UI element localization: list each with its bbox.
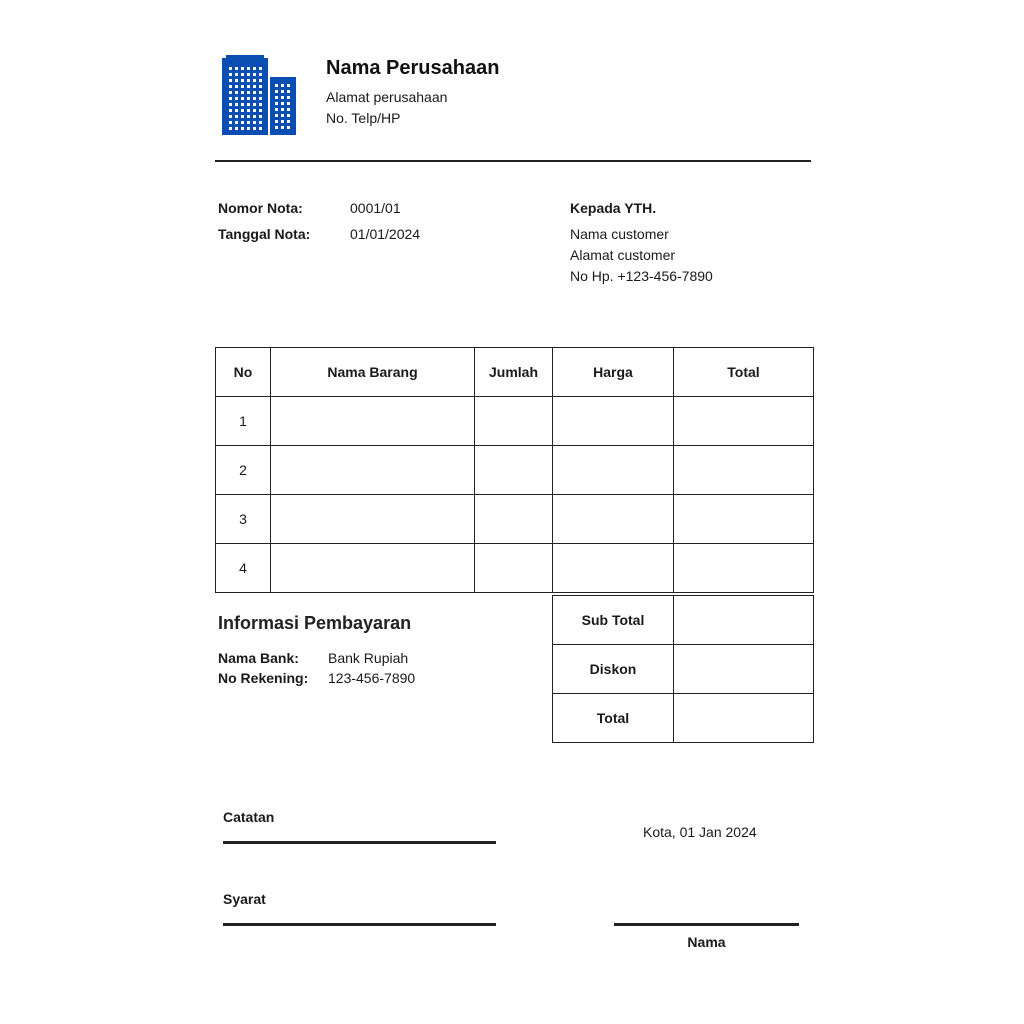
subtotal-value[interactable] [674, 596, 814, 645]
notes-label: Catatan [223, 809, 275, 825]
column-header-quantity: Jumlah [475, 348, 553, 397]
price-cell[interactable] [553, 495, 674, 544]
bank-name-value: Bank Rupiah [328, 650, 409, 666]
column-header-total: Total [674, 348, 814, 397]
recipient-name: Nama customer [570, 226, 669, 242]
table-row [216, 446, 814, 495]
column-header-item-name: Nama Barang [271, 348, 475, 397]
place-date: Kota, 01 Jan 2024 [643, 824, 757, 840]
subtotal-label: Sub Total [553, 596, 674, 645]
price-cell[interactable] [553, 397, 674, 446]
company-address: Alamat perusahaan [326, 89, 448, 105]
invoice-number-value: 0001/01 [350, 200, 401, 216]
header-divider [215, 160, 811, 162]
row-number: 2 [216, 446, 271, 495]
total-cell[interactable] [674, 495, 814, 544]
account-number-value: 123-456-7890 [328, 670, 416, 686]
recipient-title: Kepada YTH. [570, 200, 657, 216]
quantity-cell[interactable] [475, 446, 553, 495]
table-row [216, 495, 814, 544]
row-number: 1 [216, 397, 271, 446]
table-row [216, 544, 814, 593]
total-cell[interactable] [674, 446, 814, 495]
totals-table [552, 595, 814, 743]
item-name-cell[interactable] [271, 544, 475, 593]
account-number-label: No Rekening: [218, 670, 309, 686]
bank-name-label: Nama Bank: [218, 650, 299, 666]
price-cell[interactable] [553, 544, 674, 593]
item-name-cell[interactable] [271, 495, 475, 544]
item-name-cell[interactable] [271, 397, 475, 446]
company-name: Nama Perusahaan [326, 57, 500, 79]
signer-name: Nama [687, 934, 726, 950]
invoice-date-value: 01/01/2024 [350, 226, 421, 242]
quantity-cell[interactable] [475, 544, 553, 593]
row-number: 3 [216, 495, 271, 544]
company-phone: No. Telp/HP [326, 110, 401, 126]
row-number: 4 [216, 544, 271, 593]
notes-line [223, 841, 496, 844]
invoice-number-label: Nomor Nota: [218, 200, 303, 216]
grand-total-row [553, 694, 814, 743]
grand-total-label: Total [553, 694, 674, 743]
payment-info-title: Informasi Pembayaran [218, 613, 412, 633]
price-cell[interactable] [553, 446, 674, 495]
terms-label: Syarat [223, 891, 266, 907]
invoice-date-label: Tanggal Nota: [218, 226, 311, 242]
recipient-address: Alamat customer [570, 247, 676, 263]
table-header-row [216, 348, 814, 397]
subtotal-row [553, 596, 814, 645]
quantity-cell[interactable] [475, 495, 553, 544]
terms-line [223, 923, 496, 926]
discount-value[interactable] [674, 645, 814, 694]
column-header-price: Harga [553, 348, 674, 397]
buildings-icon [222, 55, 296, 135]
signature-line [614, 923, 799, 926]
total-cell[interactable] [674, 544, 814, 593]
quantity-cell[interactable] [475, 397, 553, 446]
discount-row [553, 645, 814, 694]
recipient-phone: No Hp. +123-456-7890 [570, 268, 713, 284]
total-cell[interactable] [674, 397, 814, 446]
grand-total-value[interactable] [674, 694, 814, 743]
column-header-no: No [216, 348, 271, 397]
items-table [215, 347, 814, 593]
item-name-cell[interactable] [271, 446, 475, 495]
discount-label: Diskon [553, 645, 674, 694]
table-row [216, 397, 814, 446]
